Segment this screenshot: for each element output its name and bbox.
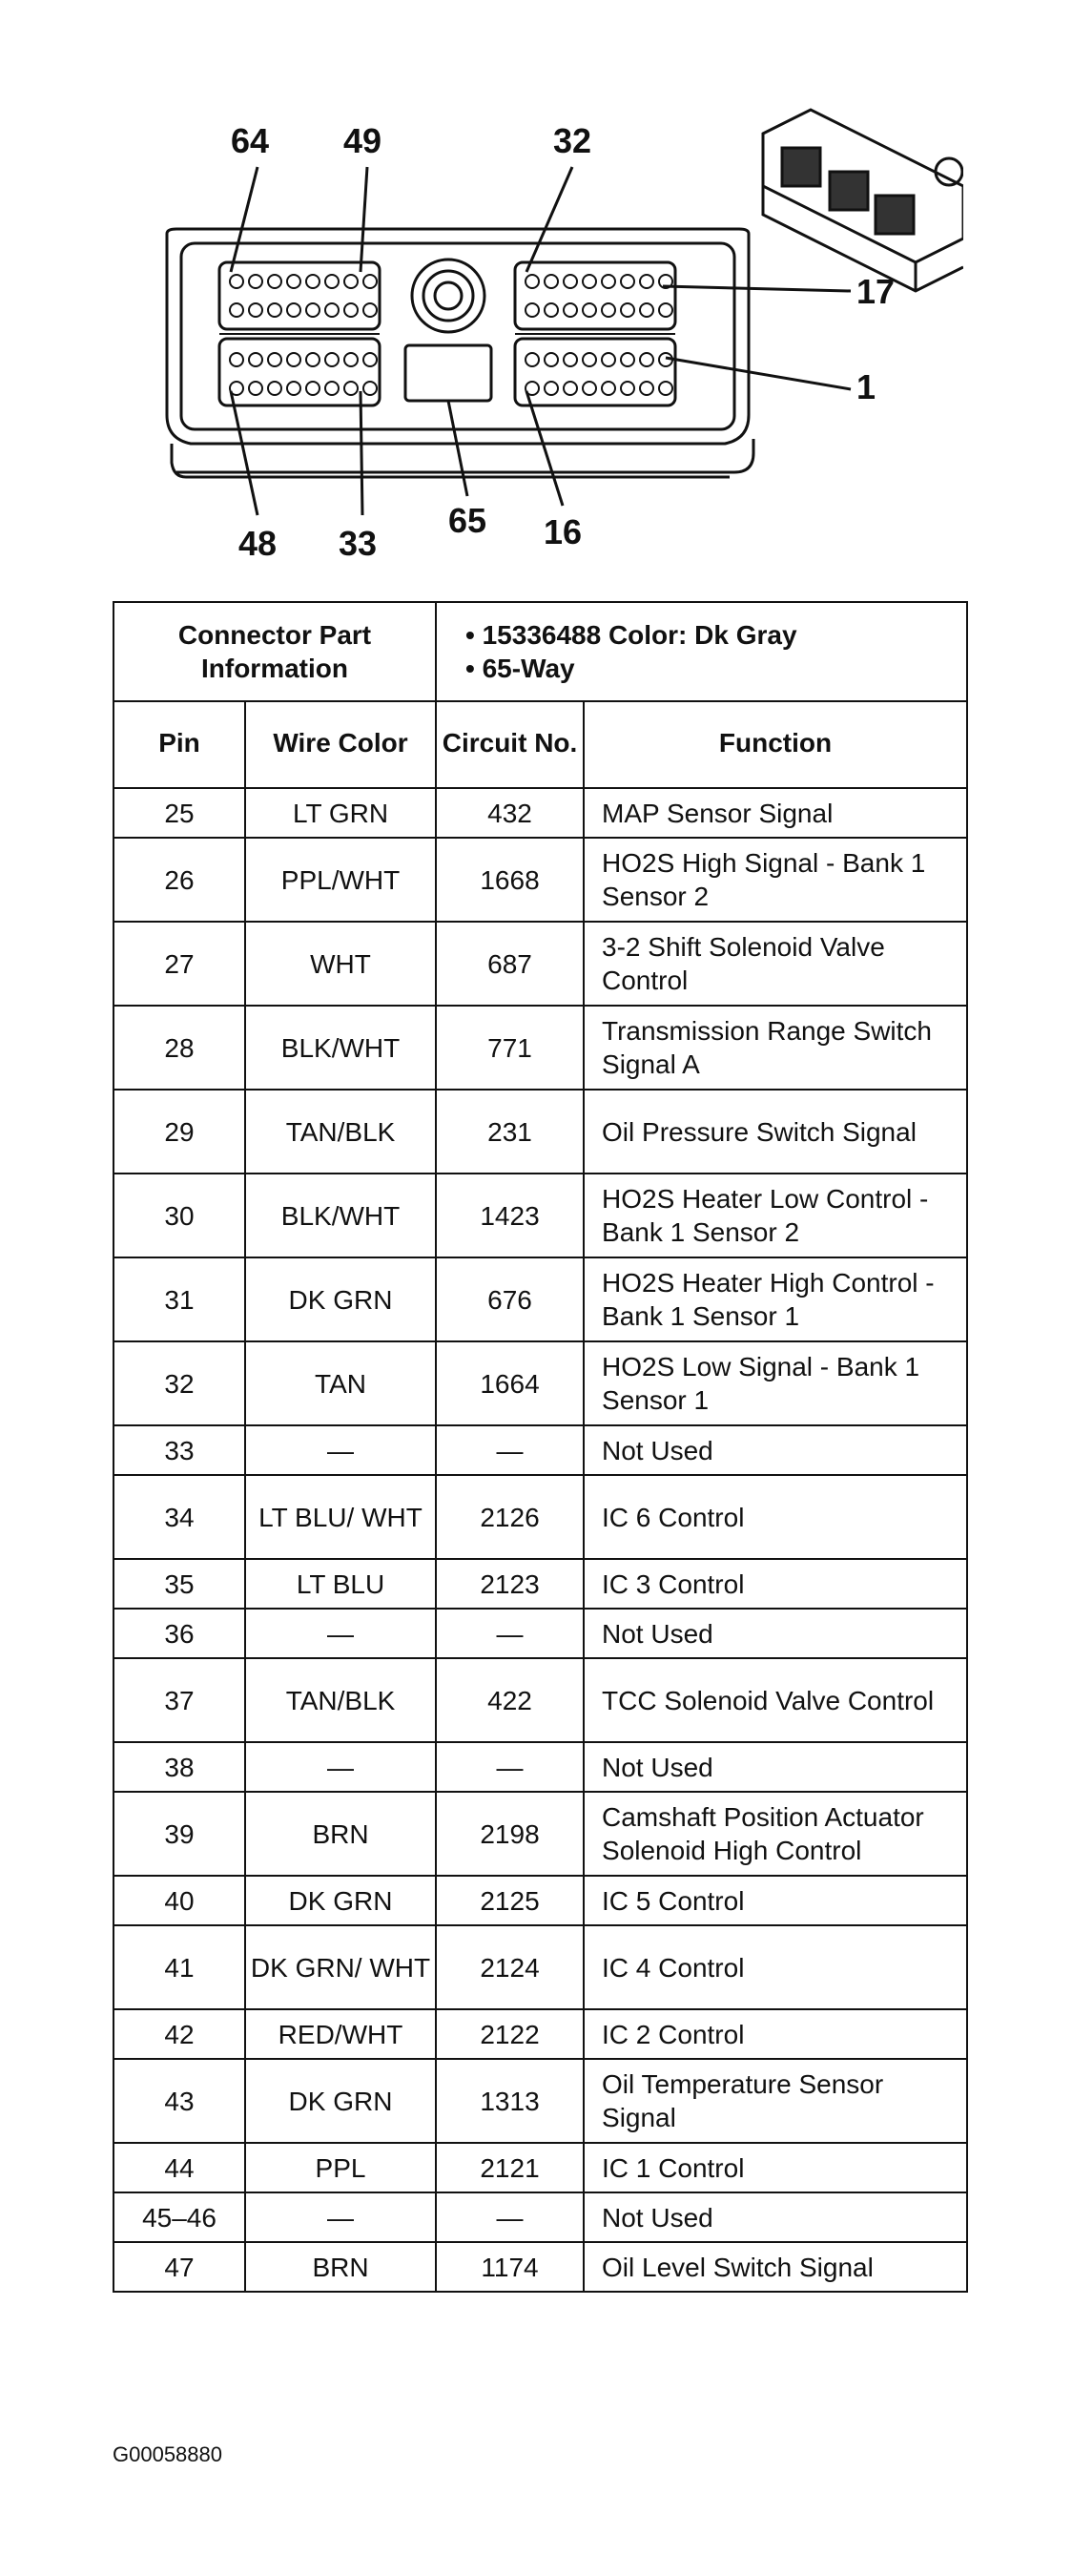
circuit-cell: — xyxy=(436,2192,584,2242)
function-cell: Transmission Range Switch Signal A xyxy=(584,1006,967,1090)
pin-cell: 29 xyxy=(113,1090,245,1174)
function-cell: Not Used xyxy=(584,2192,967,2242)
wire-color-cell: — xyxy=(245,1609,436,1658)
connector-pin xyxy=(545,275,558,288)
way-count: • 65-Way xyxy=(465,654,575,683)
connector-pin xyxy=(621,353,634,366)
table-row xyxy=(113,1425,967,1475)
wire-color-cell: TAN/BLK xyxy=(245,1090,436,1174)
callout-49: 49 xyxy=(343,121,382,160)
wire-color-cell: LT BLU xyxy=(245,1559,436,1609)
connector-pin xyxy=(230,303,243,317)
connector-pin xyxy=(306,275,320,288)
connector-pin xyxy=(659,303,672,317)
connector-pin xyxy=(325,303,339,317)
circuit-cell: 687 xyxy=(436,922,584,1006)
pin-cell: 28 xyxy=(113,1006,245,1090)
connector-pin xyxy=(640,275,653,288)
table-row xyxy=(113,2143,967,2192)
function-cell: TCC Solenoid Valve Control xyxy=(584,1658,967,1742)
table-row xyxy=(113,1341,967,1425)
connector-pin xyxy=(640,303,653,317)
pin-block-upper-right xyxy=(515,262,675,329)
center-key xyxy=(405,345,491,401)
function-cell: HO2S Low Signal - Bank 1 Sensor 1 xyxy=(584,1341,967,1425)
connector-pin xyxy=(325,275,339,288)
circuit-cell: 2125 xyxy=(436,1876,584,1925)
figure-id: G00058880 xyxy=(113,2442,222,2466)
wire-color-cell: LT BLU/ WHT xyxy=(245,1475,436,1559)
connector-pin xyxy=(659,382,672,395)
callout-1: 1 xyxy=(856,367,876,406)
connector-pin xyxy=(621,275,634,288)
connector-pin xyxy=(344,382,358,395)
connector-isometric-icon xyxy=(763,110,963,291)
connector-pin xyxy=(249,275,262,288)
pin-block-lower-right xyxy=(515,339,675,405)
connector-pin xyxy=(306,303,320,317)
pin-cell: 26 xyxy=(113,838,245,922)
pin-cell: 40 xyxy=(113,1876,245,1925)
wire-color-cell: PPL xyxy=(245,2143,436,2192)
connector-pin xyxy=(564,303,577,317)
header-function: Function xyxy=(584,701,967,788)
connector-pin xyxy=(306,382,320,395)
function-cell: Oil Pressure Switch Signal xyxy=(584,1090,967,1174)
pin-cell: 33 xyxy=(113,1425,245,1475)
function-cell: IC 5 Control xyxy=(584,1876,967,1925)
connector-pin xyxy=(640,382,653,395)
table-row xyxy=(113,1090,967,1174)
wire-color-cell: — xyxy=(245,2192,436,2242)
connector-pin xyxy=(583,275,596,288)
circuit-cell: 2122 xyxy=(436,2009,584,2059)
wire-color-cell: PPL/WHT xyxy=(245,838,436,922)
table-row xyxy=(113,1876,967,1925)
circuit-cell: 432 xyxy=(436,788,584,838)
wire-color-cell: BRN xyxy=(245,2242,436,2292)
callout-33: 33 xyxy=(339,524,378,563)
connector-pin xyxy=(230,353,243,366)
callout-65: 65 xyxy=(448,501,487,540)
connector-pin xyxy=(602,303,615,317)
pinout-table xyxy=(113,601,968,2293)
wire-color-cell: LT GRN xyxy=(245,788,436,838)
table-row xyxy=(113,2242,967,2292)
pin-cell: 34 xyxy=(113,1475,245,1559)
pin-cell: 41 xyxy=(113,1925,245,2009)
pin-cell: 45–46 xyxy=(113,2192,245,2242)
callout-16: 16 xyxy=(544,512,583,551)
wire-color-cell: DK GRN/ WHT xyxy=(245,1925,436,2009)
table-row xyxy=(113,1174,967,1257)
function-cell: Not Used xyxy=(584,1425,967,1475)
pin-cell: 32 xyxy=(113,1341,245,1425)
circuit-cell: 2124 xyxy=(436,1925,584,2009)
callout-64: 64 xyxy=(231,121,270,160)
table-row xyxy=(113,1742,967,1792)
table-row xyxy=(113,1475,967,1559)
connector-pin xyxy=(249,382,262,395)
connector-pin xyxy=(268,275,281,288)
pin-cell: 31 xyxy=(113,1257,245,1341)
connector-pin xyxy=(363,353,377,366)
connector-pin xyxy=(268,382,281,395)
connector-pin xyxy=(564,353,577,366)
connector-pin xyxy=(249,303,262,317)
table-row xyxy=(113,1559,967,1609)
connector-pin xyxy=(287,382,300,395)
function-cell: IC 6 Control xyxy=(584,1475,967,1559)
circuit-cell: 1174 xyxy=(436,2242,584,2292)
wire-color-cell: BLK/WHT xyxy=(245,1174,436,1257)
circuit-cell: 2123 xyxy=(436,1559,584,1609)
pin-cell: 47 xyxy=(113,2242,245,2292)
connector-pin xyxy=(363,382,377,395)
connector-pin xyxy=(583,353,596,366)
connector-pin xyxy=(602,353,615,366)
function-cell: Oil Level Switch Signal xyxy=(584,2242,967,2292)
circuit-cell: 2198 xyxy=(436,1792,584,1876)
wire-color-cell: TAN/BLK xyxy=(245,1658,436,1742)
table-row xyxy=(113,2009,967,2059)
connector-pin xyxy=(344,353,358,366)
circuit-cell: 1668 xyxy=(436,838,584,922)
connector-pin xyxy=(545,382,558,395)
connector-pin xyxy=(363,303,377,317)
connector-pin xyxy=(268,303,281,317)
connector-pin xyxy=(287,303,300,317)
wire-color-cell: — xyxy=(245,1425,436,1475)
connector-pin xyxy=(230,275,243,288)
pin-cell: 36 xyxy=(113,1609,245,1658)
function-cell: HO2S Heater Low Control - Bank 1 Sensor 2 xyxy=(584,1174,967,1257)
connector-pin xyxy=(325,382,339,395)
circuit-cell: 2121 xyxy=(436,2143,584,2192)
table-row xyxy=(113,2192,967,2242)
circuit-cell: — xyxy=(436,1425,584,1475)
connector-pin xyxy=(640,353,653,366)
table-row xyxy=(113,2059,967,2143)
connector-pin xyxy=(564,275,577,288)
pin-cell: 44 xyxy=(113,2143,245,2192)
function-cell: 3-2 Shift Solenoid Valve Control xyxy=(584,922,967,1006)
function-cell: IC 3 Control xyxy=(584,1559,967,1609)
connector-pin xyxy=(363,275,377,288)
connector-pin xyxy=(526,303,539,317)
wire-color-cell: — xyxy=(245,1742,436,1792)
callout-32: 32 xyxy=(553,121,592,160)
function-cell: IC 1 Control xyxy=(584,2143,967,2192)
connector-pin xyxy=(583,303,596,317)
pin-cell: 42 xyxy=(113,2009,245,2059)
wire-color-cell: BRN xyxy=(245,1792,436,1876)
wire-color-cell: DK GRN xyxy=(245,1876,436,1925)
pin-cell: 27 xyxy=(113,922,245,1006)
function-cell: HO2S High Signal - Bank 1 Sensor 2 xyxy=(584,838,967,922)
table-row xyxy=(113,838,967,922)
pin-cell: 39 xyxy=(113,1792,245,1876)
header-wire-color: Wire Color xyxy=(245,701,436,788)
connector-pin xyxy=(249,353,262,366)
connector-info-label: Connector Part Information xyxy=(113,602,436,701)
circuit-cell: 231 xyxy=(436,1090,584,1174)
function-cell: MAP Sensor Signal xyxy=(584,788,967,838)
callout-17: 17 xyxy=(856,272,896,311)
table-row xyxy=(113,1609,967,1658)
connector-pin xyxy=(287,275,300,288)
connector-pin xyxy=(583,382,596,395)
wire-color-cell: TAN xyxy=(245,1341,436,1425)
pin-cell: 30 xyxy=(113,1174,245,1257)
function-cell: Not Used xyxy=(584,1742,967,1792)
connector-pin xyxy=(602,275,615,288)
wire-color-cell: BLK/WHT xyxy=(245,1006,436,1090)
circuit-cell: 771 xyxy=(436,1006,584,1090)
connector-pin xyxy=(564,382,577,395)
connector-pin xyxy=(325,353,339,366)
circuit-cell: 2126 xyxy=(436,1475,584,1559)
circuit-cell: 1313 xyxy=(436,2059,584,2143)
header-circuit-no: Circuit No. xyxy=(436,701,584,788)
pin-cell: 37 xyxy=(113,1658,245,1742)
wire-color-cell: RED/WHT xyxy=(245,2009,436,2059)
circuit-cell: — xyxy=(436,1609,584,1658)
connector-pin xyxy=(526,353,539,366)
table-row xyxy=(113,1792,967,1876)
function-cell: IC 4 Control xyxy=(584,1925,967,2009)
function-cell: Not Used xyxy=(584,1609,967,1658)
wire-color-cell: DK GRN xyxy=(245,2059,436,2143)
pin-cell: 38 xyxy=(113,1742,245,1792)
table-row xyxy=(113,788,967,838)
connector-pin xyxy=(602,382,615,395)
connector-pin xyxy=(526,275,539,288)
connector-pin xyxy=(344,303,358,317)
connector-diagram xyxy=(143,95,963,592)
connector-pin xyxy=(344,275,358,288)
connector-pin xyxy=(306,353,320,366)
part-number: • 15336488 Color: Dk Gray xyxy=(465,620,797,650)
circuit-cell: 422 xyxy=(436,1658,584,1742)
function-cell: HO2S Heater High Control - Bank 1 Sensor 1 xyxy=(584,1257,967,1341)
function-cell: Camshaft Position Actuator Solenoid High Control xyxy=(584,1792,967,1876)
wire-color-cell: DK GRN xyxy=(245,1257,436,1341)
circuit-cell: 1664 xyxy=(436,1341,584,1425)
header-pin: Pin xyxy=(113,701,245,788)
wire-color-cell: WHT xyxy=(245,922,436,1006)
pin-block-upper-left xyxy=(219,262,380,329)
circuit-cell: — xyxy=(436,1742,584,1792)
circuit-cell: 676 xyxy=(436,1257,584,1341)
pin-cell: 25 xyxy=(113,788,245,838)
pin-cell: 43 xyxy=(113,2059,245,2143)
callout-48: 48 xyxy=(238,524,278,563)
connector-pin xyxy=(268,353,281,366)
table-row xyxy=(113,922,967,1006)
function-cell: Oil Temperature Sensor Signal xyxy=(584,2059,967,2143)
connector-pin xyxy=(621,303,634,317)
connector-pin xyxy=(545,303,558,317)
circuit-cell: 1423 xyxy=(436,1174,584,1257)
connector-info-details xyxy=(436,602,967,701)
pin-block-lower-left xyxy=(219,339,380,405)
connector-pin xyxy=(621,382,634,395)
table-row xyxy=(113,1006,967,1090)
table-row xyxy=(113,1658,967,1742)
pin-cell: 35 xyxy=(113,1559,245,1609)
table-row xyxy=(113,1925,967,2009)
connector-pin xyxy=(287,353,300,366)
table-row xyxy=(113,1257,967,1341)
connector-pin xyxy=(545,353,558,366)
function-cell: IC 2 Control xyxy=(584,2009,967,2059)
